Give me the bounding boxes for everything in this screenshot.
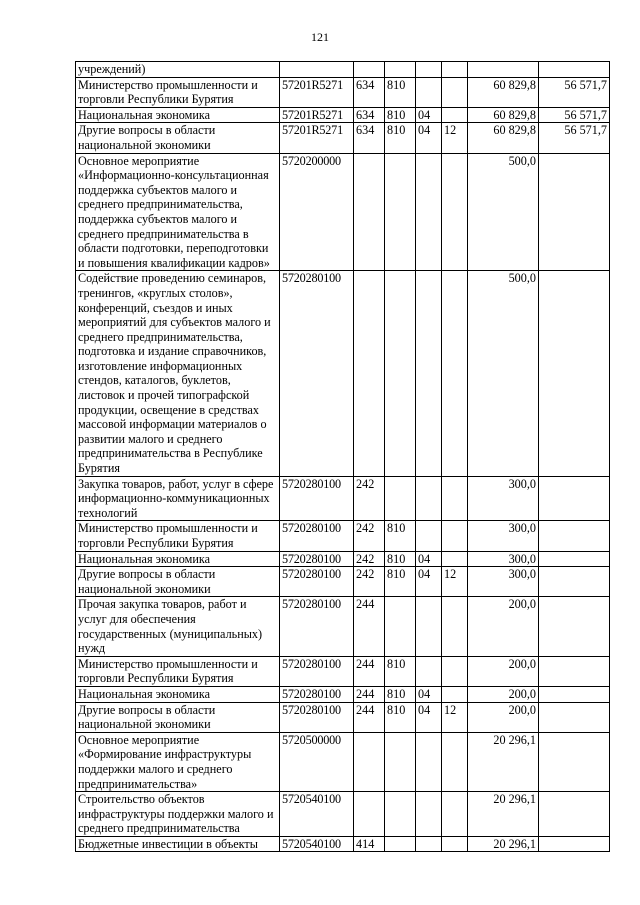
cell-subsection <box>442 686 468 702</box>
cell-amount-federal <box>539 521 610 551</box>
cell-subsection <box>442 521 468 551</box>
cell-amount: 300,0 <box>468 476 539 521</box>
cell-ministry-code <box>385 153 416 271</box>
cell-subsection <box>442 77 468 107</box>
page-number: 121 <box>311 30 329 44</box>
cell-name: Национальная экономика <box>76 551 280 567</box>
cell-subsection: 12 <box>442 123 468 153</box>
cell-expense-type: 244 <box>354 597 385 656</box>
cell-amount: 500,0 <box>468 271 539 476</box>
cell-amount-federal <box>539 836 610 852</box>
cell-ministry-code <box>385 597 416 656</box>
table-row <box>76 732 610 791</box>
cell-section <box>416 656 442 686</box>
cell-target-article: 57201R5271 <box>280 123 354 153</box>
cell-ministry-code <box>385 836 416 852</box>
cell-amount-federal <box>539 476 610 521</box>
cell-ministry-code: 810 <box>385 521 416 551</box>
cell-amount: 60 829,8 <box>468 77 539 107</box>
table-row <box>76 153 610 271</box>
cell-subsection <box>442 732 468 791</box>
cell-expense-type: 242 <box>354 476 385 521</box>
cell-ministry-code: 810 <box>385 686 416 702</box>
cell-name: Основное мероприятие «Информационно-консультационная поддержка субъектов малого и среднего предпринимательства, поддержка субъектов малого и среднего предпринимательства в области подготовки, переподготовки и повышения квалификации кадров» <box>76 153 280 271</box>
table-row <box>76 686 610 702</box>
cell-amount-federal: 56 571,7 <box>539 77 610 107</box>
cell-section: 04 <box>416 686 442 702</box>
cell-section: 04 <box>416 107 442 123</box>
cell-section <box>416 732 442 791</box>
cell-ministry-code: 810 <box>385 77 416 107</box>
cell-target-article <box>280 62 354 78</box>
cell-name: Основное мероприятие «Формирование инфраструктуры поддержки малого и среднего предпринимательства» <box>76 732 280 791</box>
cell-target-article: 5720280100 <box>280 476 354 521</box>
cell-amount: 20 296,1 <box>468 836 539 852</box>
cell-section: 04 <box>416 567 442 597</box>
cell-expense-type: 634 <box>354 123 385 153</box>
cell-name: Другие вопросы в области национальной экономики <box>76 702 280 732</box>
cell-target-article: 5720280100 <box>280 656 354 686</box>
table-row <box>76 123 610 153</box>
cell-subsection <box>442 153 468 271</box>
budget-table <box>75 61 610 852</box>
cell-section <box>416 271 442 476</box>
cell-name: Министерство промышленности и торговли Республики Бурятия <box>76 521 280 551</box>
cell-amount: 200,0 <box>468 597 539 656</box>
cell-expense-type: 242 <box>354 567 385 597</box>
cell-amount-federal <box>539 597 610 656</box>
cell-amount-federal <box>539 153 610 271</box>
cell-amount: 20 296,1 <box>468 732 539 791</box>
cell-amount: 200,0 <box>468 702 539 732</box>
cell-name: Национальная экономика <box>76 107 280 123</box>
cell-expense-type <box>354 62 385 78</box>
cell-name: Другие вопросы в области национальной экономики <box>76 123 280 153</box>
cell-expense-type: 244 <box>354 656 385 686</box>
cell-target-article: 5720500000 <box>280 732 354 791</box>
table-row <box>76 597 610 656</box>
cell-name: Строительство объектов инфраструктуры поддержки малого и среднего предпринимательства <box>76 792 280 837</box>
cell-expense-type <box>354 153 385 271</box>
cell-amount: 60 829,8 <box>468 123 539 153</box>
cell-subsection <box>442 551 468 567</box>
cell-name: Министерство промышленности и торговли Республики Бурятия <box>76 656 280 686</box>
cell-subsection <box>442 476 468 521</box>
cell-target-article: 5720280100 <box>280 551 354 567</box>
cell-expense-type: 634 <box>354 77 385 107</box>
cell-ministry-code: 810 <box>385 551 416 567</box>
cell-section: 04 <box>416 702 442 732</box>
cell-amount: 60 829,8 <box>468 107 539 123</box>
cell-subsection <box>442 792 468 837</box>
cell-amount-federal <box>539 656 610 686</box>
cell-ministry-code: 810 <box>385 567 416 597</box>
cell-subsection <box>442 597 468 656</box>
cell-target-article: 5720280100 <box>280 567 354 597</box>
cell-name: Содействие проведению семинаров, тренингов, «круглых столов», конференций, съездов и иных мероприятий для субъектов малого и среднего предпринимательства, подготовка и издание справочников, изготовление информационных стендов, каталогов, буклетов, листовок и прочей типографской продукции, освещение в средствах массовой информации материалов о развитии малого и среднего предпринимательства в Республике Бурятия <box>76 271 280 476</box>
cell-section <box>416 597 442 656</box>
cell-amount: 300,0 <box>468 521 539 551</box>
cell-ministry-code <box>385 792 416 837</box>
cell-subsection: 12 <box>442 567 468 597</box>
table-row <box>76 62 610 78</box>
cell-amount-federal <box>539 271 610 476</box>
table-row <box>76 271 610 476</box>
cell-subsection <box>442 836 468 852</box>
cell-expense-type <box>354 271 385 476</box>
cell-subsection <box>442 656 468 686</box>
cell-section <box>416 62 442 78</box>
cell-expense-type: 634 <box>354 107 385 123</box>
cell-amount-federal: 56 571,7 <box>539 107 610 123</box>
cell-section <box>416 836 442 852</box>
cell-ministry-code: 810 <box>385 123 416 153</box>
cell-amount-federal <box>539 62 610 78</box>
cell-amount-federal <box>539 551 610 567</box>
cell-section <box>416 792 442 837</box>
table-row <box>76 702 610 732</box>
cell-amount-federal <box>539 792 610 837</box>
cell-amount: 500,0 <box>468 153 539 271</box>
cell-section <box>416 476 442 521</box>
cell-target-article: 5720540100 <box>280 836 354 852</box>
cell-subsection <box>442 62 468 78</box>
cell-amount-federal <box>539 567 610 597</box>
cell-target-article: 57201R5271 <box>280 107 354 123</box>
table-row <box>76 521 610 551</box>
cell-subsection: 12 <box>442 702 468 732</box>
cell-expense-type: 242 <box>354 551 385 567</box>
cell-name: учреждений) <box>76 62 280 78</box>
cell-target-article: 5720280100 <box>280 521 354 551</box>
cell-amount-federal <box>539 686 610 702</box>
table-row <box>76 476 610 521</box>
cell-section <box>416 153 442 271</box>
table-row <box>76 77 610 107</box>
table-row <box>76 656 610 686</box>
cell-target-article: 57201R5271 <box>280 77 354 107</box>
table-row <box>76 551 610 567</box>
cell-amount-federal <box>539 732 610 791</box>
cell-name: Национальная экономика <box>76 686 280 702</box>
cell-ministry-code <box>385 732 416 791</box>
cell-amount-federal: 56 571,7 <box>539 123 610 153</box>
cell-amount: 200,0 <box>468 656 539 686</box>
cell-ministry-code: 810 <box>385 107 416 123</box>
cell-target-article: 5720280100 <box>280 271 354 476</box>
cell-subsection <box>442 107 468 123</box>
cell-section <box>416 77 442 107</box>
cell-name: Бюджетные инвестиции в объекты <box>76 836 280 852</box>
cell-amount-federal <box>539 702 610 732</box>
cell-target-article: 5720200000 <box>280 153 354 271</box>
cell-amount: 200,0 <box>468 686 539 702</box>
cell-amount: 20 296,1 <box>468 792 539 837</box>
cell-target-article: 5720280100 <box>280 597 354 656</box>
cell-expense-type: 242 <box>354 521 385 551</box>
table-row <box>76 792 610 837</box>
cell-expense-type: 244 <box>354 686 385 702</box>
cell-name: Другие вопросы в области национальной экономики <box>76 567 280 597</box>
cell-name: Закупка товаров, работ, услуг в сфере информационно-коммуникационных технологий <box>76 476 280 521</box>
cell-section: 04 <box>416 123 442 153</box>
cell-ministry-code <box>385 62 416 78</box>
cell-ministry-code: 810 <box>385 702 416 732</box>
cell-expense-type <box>354 732 385 791</box>
table-row <box>76 107 610 123</box>
cell-expense-type: 414 <box>354 836 385 852</box>
cell-amount <box>468 62 539 78</box>
cell-ministry-code: 810 <box>385 656 416 686</box>
cell-ministry-code <box>385 476 416 521</box>
cell-target-article: 5720280100 <box>280 686 354 702</box>
cell-target-article: 5720280100 <box>280 702 354 732</box>
cell-expense-type <box>354 792 385 837</box>
cell-section: 04 <box>416 551 442 567</box>
cell-subsection <box>442 271 468 476</box>
cell-section <box>416 521 442 551</box>
table-row <box>76 836 610 852</box>
cell-name: Министерство промышленности и торговли Республики Бурятия <box>76 77 280 107</box>
cell-ministry-code <box>385 271 416 476</box>
cell-name: Прочая закупка товаров, работ и услуг для обеспечения государственных (муниципальных) нужд <box>76 597 280 656</box>
table-row <box>76 567 610 597</box>
cell-amount: 300,0 <box>468 551 539 567</box>
cell-expense-type: 244 <box>354 702 385 732</box>
cell-target-article: 5720540100 <box>280 792 354 837</box>
cell-amount: 300,0 <box>468 567 539 597</box>
